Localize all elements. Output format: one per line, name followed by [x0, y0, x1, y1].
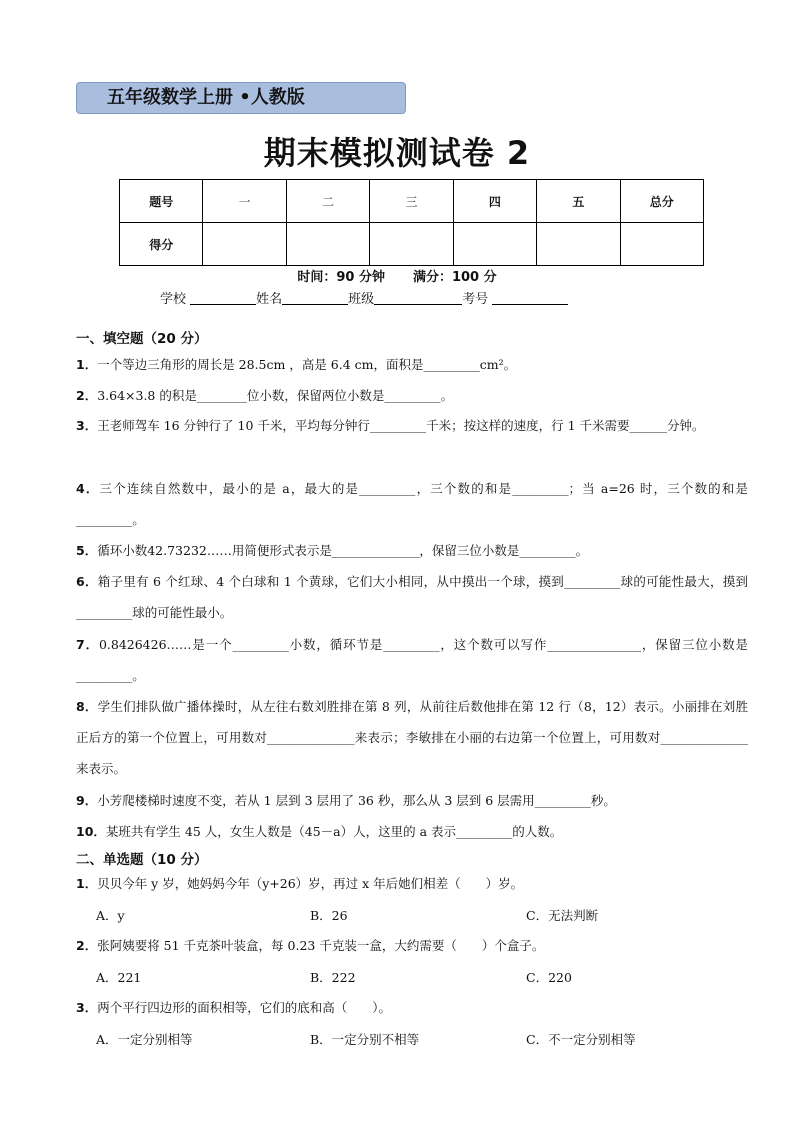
option-b[interactable]: B．26	[310, 908, 348, 923]
fill-question-7	[76, 629, 748, 691]
question-number: 9．	[76, 793, 98, 808]
score-entry-4[interactable]	[453, 223, 536, 266]
fill-question-6	[76, 566, 748, 628]
score-entry-3[interactable]	[370, 223, 453, 266]
question-number: 4．	[76, 481, 100, 496]
score-table-header-row	[120, 180, 704, 223]
score-cell-section-1: 一	[203, 180, 286, 223]
option-c[interactable]: C．220	[526, 970, 572, 985]
question-number: 5．	[76, 543, 98, 558]
score-cell-section-5: 五	[537, 180, 620, 223]
question-text: 某班共有学生 45 人，女生人数是（45－a）人，这里的 a 表示_________的人数。	[105, 824, 563, 839]
option-c[interactable]: C．无法判断	[526, 908, 599, 923]
fill-question-9	[76, 785, 748, 816]
fill-question-1	[76, 349, 748, 380]
name-label: 姓名	[256, 292, 283, 307]
score-cell-section-4: 四	[453, 180, 536, 223]
question-text: 箱子里有 6 个红球、4 个白球和 1 个黄球，它们大小相同，从中摸出一个球，摸到_________球的可能性最大，摸到_________球的可能性最小。	[76, 574, 748, 620]
question-text: 循环小数42.73232……用简便形式表示是______________，保留三位小数是_________。	[97, 543, 589, 558]
score-table-score-row	[120, 223, 704, 266]
question-text: 学生们排队做广播体操时，从左往右数刘胜排在第 8 列，从前往后数他排在第 12 行（8，12）表示。小丽排在刘胜正后方的第一个位置上，可用数对______________来表示；李敏排在小丽的右边第一个位置上，可用数对______________来表示。	[76, 699, 748, 776]
question-text: 贝贝今年 y 岁，她妈妈今年（y+26）岁，再过 x 年后她们相差（ ）岁。	[97, 876, 524, 891]
question-text: 小芳爬楼梯时速度不变，若从 1 层到 3 层用了 36 秒，那么从 3 层到 6 层需用_________秒。	[97, 793, 616, 808]
number-field[interactable]	[492, 290, 568, 305]
score-table	[119, 179, 704, 266]
option-c[interactable]: C．不一定分别相等	[526, 1032, 636, 1047]
question-number: 8．	[76, 699, 98, 714]
class-field[interactable]	[374, 290, 462, 305]
question-number: 3．	[76, 418, 98, 433]
option-a[interactable]: A．221	[96, 970, 142, 985]
question-text: 张阿姨要将 51 千克茶叶装盒，每 0.23 千克装一盒，大约需要（ ）个盒子。	[97, 938, 545, 953]
question-number: 2．	[76, 938, 98, 953]
fill-question-5	[76, 535, 748, 566]
question-number: 7．	[76, 637, 99, 652]
score-cell-section-3: 三	[370, 180, 453, 223]
question-text: 王老师驾车 16 分钟行了 10 千米，平均每分钟行_________千米；按这样的速度，行 1 千米需要______分钟。	[97, 418, 705, 433]
fill-question-2	[76, 380, 748, 411]
question-text: 两个平行四边形的面积相等，它们的底和高（ ）。	[97, 1000, 391, 1015]
exam-full-score: 满分：100 分	[412, 270, 497, 285]
fill-question-3	[76, 410, 748, 441]
question-text: 一个等边三角形的周长是 28.5cm ，高是 6.4 cm，面积是_________cm²。	[97, 357, 517, 372]
score-entry-total[interactable]	[620, 223, 703, 266]
class-label: 班级	[348, 292, 375, 307]
school-field[interactable]	[190, 290, 256, 305]
number-label: 考号	[462, 292, 489, 307]
score-cell-section-2: 二	[286, 180, 369, 223]
exam-time: 时间：90 分钟	[297, 270, 385, 285]
question-number: 2．	[76, 388, 98, 403]
choice-question-2	[76, 930, 748, 961]
score-row-label: 得分	[120, 223, 203, 266]
question-text: 0.8426426……是一个_________小数，循环节是_________，这个数可以写作_______________，保留三位小数是_________。	[76, 637, 748, 683]
fill-question-4	[76, 473, 748, 535]
score-cell-total: 总分	[620, 180, 703, 223]
grade-banner: 五年级数学上册 •人教版	[76, 82, 406, 114]
option-a[interactable]: A．一定分别相等	[96, 1032, 193, 1047]
question-number: 3．	[76, 1000, 98, 1015]
choice-question-3	[76, 992, 748, 1023]
school-label: 学校	[160, 292, 187, 307]
score-cell-label: 题号	[120, 180, 203, 223]
section-1-title: 一、填空题（20 分）	[76, 331, 208, 347]
question-number: 1．	[76, 876, 98, 891]
question-number: 10．	[76, 824, 106, 839]
fill-question-8	[76, 691, 748, 784]
option-b[interactable]: B．222	[310, 970, 356, 985]
fill-question-10	[76, 816, 748, 847]
score-entry-5[interactable]	[537, 223, 620, 266]
score-entry-1[interactable]	[203, 223, 286, 266]
exam-meta	[0, 266, 794, 285]
option-a[interactable]: A．y	[96, 908, 125, 923]
option-b[interactable]: B．一定分别不相等	[310, 1032, 420, 1047]
name-field[interactable]	[282, 290, 348, 305]
question-text: 三个连续自然数中，最小的是 a，最大的是_________，三个数的和是_________；当 a=26 时，三个数的和是_________。	[76, 481, 748, 527]
question-number: 6．	[76, 574, 98, 589]
choice-question-1	[76, 868, 748, 899]
section-2-title: 二、单选题（10 分）	[76, 852, 208, 868]
question-text: 3.64×3.8 的积是________位小数，保留两位小数是_________。	[97, 388, 454, 403]
score-entry-2[interactable]	[286, 223, 369, 266]
question-number: 1．	[76, 357, 98, 372]
page-title: 期末模拟测试卷 2	[263, 134, 531, 172]
student-info	[160, 288, 568, 307]
